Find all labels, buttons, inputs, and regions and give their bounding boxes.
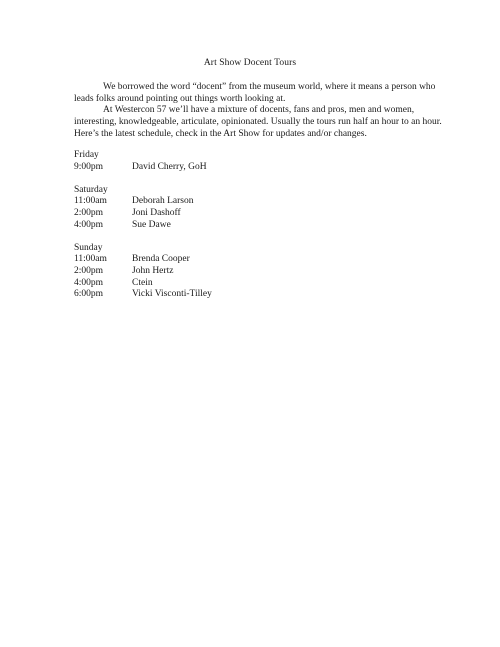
slot-time: 9:00pm — [74, 161, 104, 172]
slot-time: 6:00pm — [74, 289, 104, 300]
slot-docent: Ctein — [132, 277, 153, 288]
day-label: Saturday — [74, 184, 108, 195]
day-block-saturday — [74, 185, 454, 231]
schedule-row — [74, 162, 454, 174]
day-label: Friday — [74, 150, 99, 160]
tour-schedule — [74, 150, 454, 312]
schedule-row — [74, 266, 454, 278]
schedule-row — [74, 254, 454, 266]
slot-time: 4:00pm — [74, 277, 104, 288]
slot-time: 11:00am — [74, 196, 107, 207]
day-label: Sunday — [74, 242, 103, 253]
slot-docent: Deborah Larson — [132, 196, 194, 207]
document-title: Art Show Docent Tours — [203, 58, 297, 68]
slot-time: 2:00pm — [74, 207, 104, 218]
slot-docent: David Cherry, GoH — [132, 161, 207, 172]
slot-docent: Vicki Visconti-Tilley — [132, 289, 212, 300]
schedule-row — [74, 196, 454, 208]
intro-paragraph-2: At Westercon 57 we’ll have a mixture of docents, fans and pros, men and women, interesting, knowledgeable, articulate, opinionated. Usually the tours run half an hour to an hour. Here’s the latest schedule, check in the Art Show for updates and/or changes. — [74, 105, 442, 139]
slot-docent: Joni Dashoff — [132, 207, 181, 218]
schedule-row — [74, 220, 454, 232]
intro-text — [74, 82, 454, 141]
intro-paragraph-1: We borrowed the word “docent” from the museum world, where it means a person who leads folks around pointing out things worth looking at. — [74, 82, 436, 104]
schedule-row — [74, 289, 454, 301]
slot-docent: Brenda Cooper — [132, 254, 190, 265]
schedule-row — [74, 278, 454, 290]
slot-time: 2:00pm — [74, 265, 104, 276]
slot-time: 11:00am — [74, 254, 107, 265]
slot-time: 4:00pm — [74, 219, 104, 230]
day-block-sunday — [74, 243, 454, 301]
slot-docent: Sue Dawe — [132, 219, 171, 230]
day-block-friday — [74, 150, 454, 173]
schedule-row — [74, 208, 454, 220]
slot-docent: John Hertz — [132, 265, 174, 276]
